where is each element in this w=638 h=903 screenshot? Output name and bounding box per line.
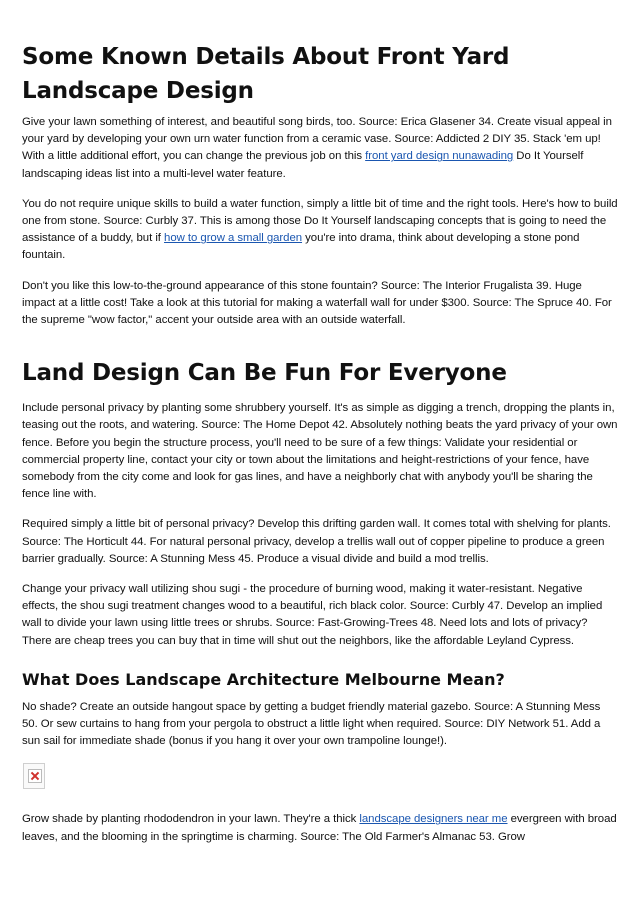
link-small-garden[interactable]: how to grow a small garden [164,232,303,245]
paragraph-2-text-b: you're into drama, think about developing a stone pond fountain. [22,232,580,262]
broken-image-x-icon [28,769,42,783]
paragraph-8-text-b: evergreen with broad leaves, and the blooming in the springtime is charming. Source: The Old Farmer's Almanac 53. Grow [22,813,617,843]
paragraph-1-text-b: Do It Yourself landscaping ideas list into a multi-level water feature. [22,150,584,180]
spacer [22,342,618,356]
article [22,40,618,859]
paragraph-2 [22,196,618,265]
paragraph-1 [22,114,618,183]
paragraph-5: Required simply a little bit of personal privacy? Develop this drifting garden wall. It comes total with shelving for plants. Source: The Horticult 44. For natural personal privacy, develop a trellis wall out of copper pipeline to produce a green barrier gradually. Source: A Stunning Mess 45. Produce a visual divide and build a mod trellis. [22,518,611,565]
paragraph-1-text-a: Give your lawn something of interest, and beautiful song birds, too. Source: Erica Glasener 34. Create visual appeal in your yard by developing your own urn water function from a ceramic vase. Source: Addicted 2 DIY 35. Stack 'em up! With a little additional effort, you can change the previous job on this [22,116,612,163]
paragraph-3: Don't you like this low-to-the-ground appearance of this stone fountain? Source: The Interior Frugalista 39. Huge impact at a little cost! Take a look at this tutorial for making a waterfall wall for under $300. Source: The Spruce 40. For the supreme "wow factor," accent your outside area with an outside waterfall. [22,279,612,327]
section-heading-land-design: Land Design Can Be Fun For Everyone [22,360,507,387]
paragraph-4: Include personal privacy by planting some shrubbery yourself. It's as simple as digging a trench, dropping the plants in, teasing out the roots, and watering. Source: The Home Depot 42. Absolutely nothing beats the yard privacy of your own fence. Before you begin the structure process, you'll need to be sure of a few things: Validate your residential or commercial property line, contact your city or town about the limitations and height-restrictions of your fence, have somebody from the city come and look for gas lines, and have a neighborly chat with anybody you'll be sharing the fence line with. [22,402,618,501]
paragraph-8 [22,811,618,845]
paragraph-7: No shade? Create an outside hangout space by getting a budget friendly material gazebo. Source: A Stunning Mess 50. Or sew curtains to hang from your pergola to obstruct a little light when required. Source: DIY Network 51. Add a sun sail for immediate shade (bonus if you hang it over your own trampoline lounge!). [22,700,601,748]
broken-image-icon [23,763,45,789]
section-heading-landscape-architecture: What Does Landscape Architecture Melbourne Mean? [22,669,505,689]
paragraph-8-text-a: Grow shade by planting rhododendron in your lawn. They're a thick [22,813,360,826]
link-landscape-designers[interactable]: landscape designers near me [359,813,508,826]
paragraph-2-text-a: You do not require unique skills to build a water function, simply a little bit of time and the right tools. Here's how to build one from stone. Source: Curbly 37. This is among those Do It Yourself landscaping concepts that is going to need the assistance of a buddy, but if [22,197,618,245]
paragraph-6: Change your privacy wall utilizing shou sugi - the procedure of burning wood, making it water-resistant. Negative effects, the shou sugi treatment changes wood to a beautiful, rich black color. Source: Curbly 47. Develop an implied wall to divide your lawn using little trees or shrubs. Source: Fast-Growing-Trees 48. Need lots and lots of privacy? There are cheap trees you can buy that in time will shut out the neighbors, like the affordable Leyland Cypress. [22,583,603,647]
link-front-yard-design[interactable]: front yard design nunawading [365,150,514,163]
page-title: Some Known Details About Front Yard Landscape Design [22,44,510,104]
